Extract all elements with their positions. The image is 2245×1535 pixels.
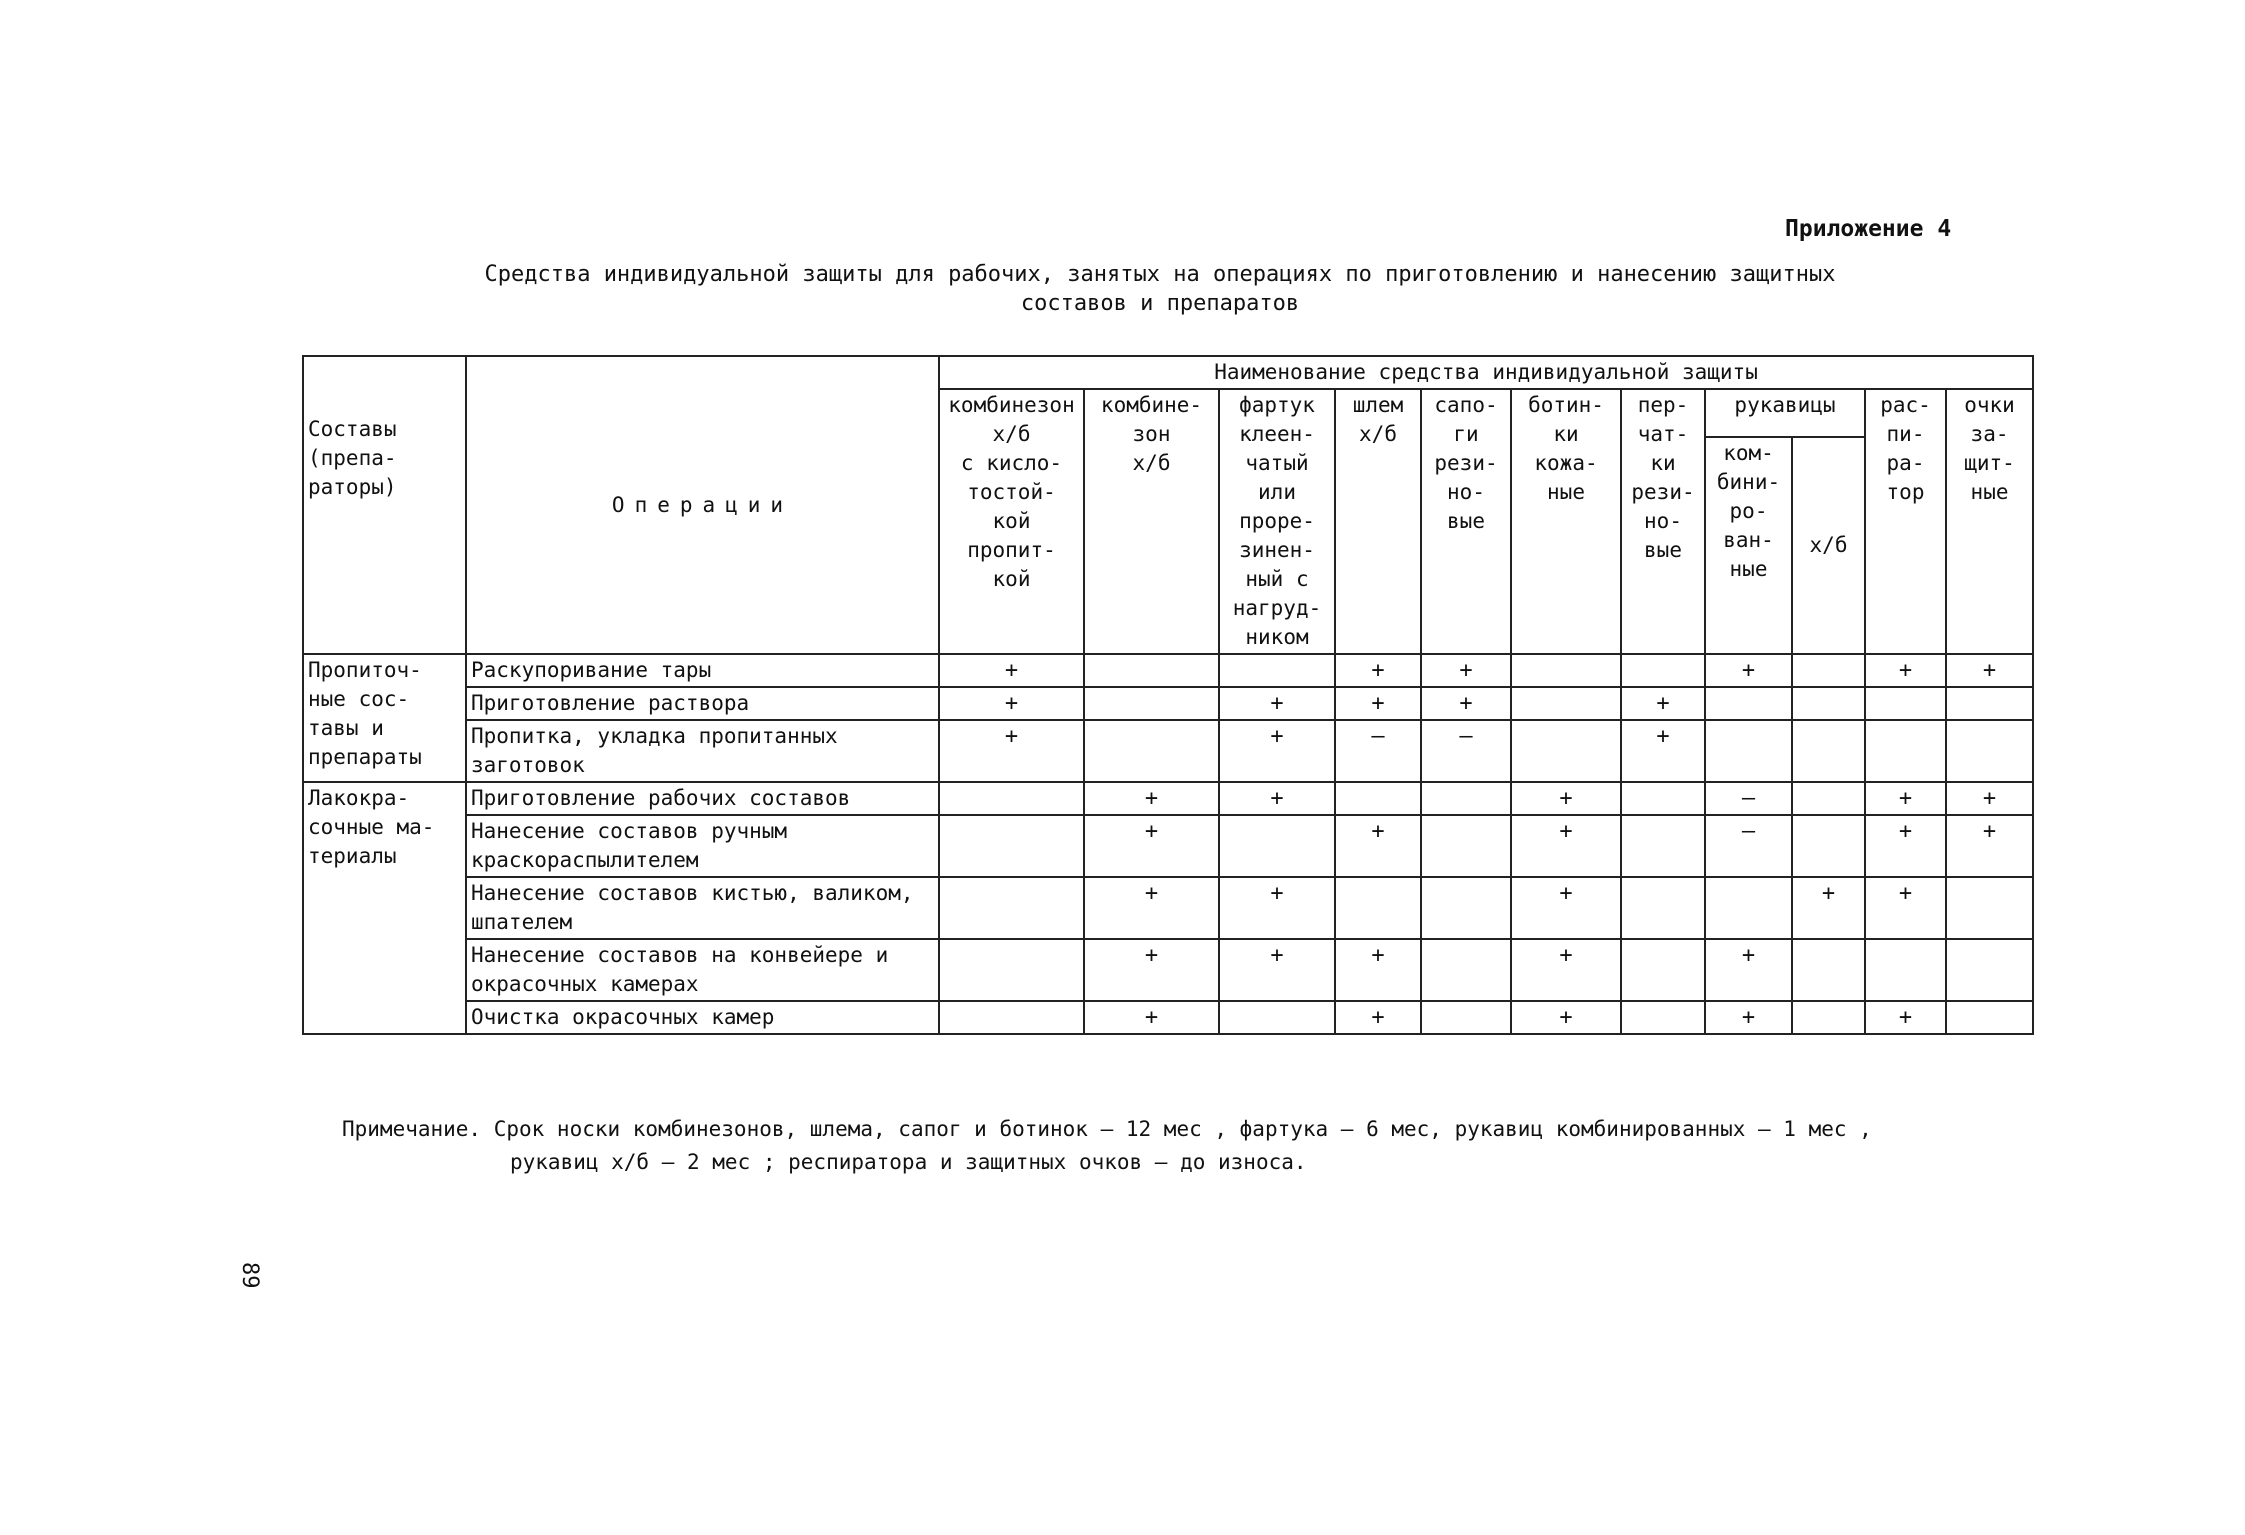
mark-cell (1792, 720, 1865, 782)
mark-cell (1621, 939, 1705, 1001)
mark-cell (1865, 687, 1946, 720)
operation-cell: Нанесение составов кистью, валиком, шпателем (466, 877, 939, 939)
mark-cell (1621, 782, 1705, 815)
mark-cell: – (1421, 720, 1511, 782)
mark-cell: + (1511, 1001, 1621, 1034)
table-row (303, 654, 2033, 687)
mark-cell: + (1084, 939, 1219, 1001)
title-line-1: Средства индивидуальной защиты для рабочих, занятых на операциях по приготовлению и нанесению защитных (484, 262, 1836, 287)
operation-cell: Нанесение составов ручным краскораспылителем (466, 815, 939, 877)
header-operations: Операции (466, 356, 939, 654)
mark-cell (939, 815, 1084, 877)
mark-cell (1084, 720, 1219, 782)
mark-cell (1511, 687, 1621, 720)
mark-cell (1421, 1001, 1511, 1034)
table-row (303, 687, 2033, 720)
mark-cell (1792, 782, 1865, 815)
mark-cell (1792, 687, 1865, 720)
header-gloves-group: рукавицы (1705, 389, 1865, 437)
mark-cell (1946, 720, 2033, 782)
mark-cell: + (939, 654, 1084, 687)
mark-cell (1792, 654, 1865, 687)
mark-cell: + (1621, 687, 1705, 720)
mark-cell (1946, 877, 2033, 939)
mark-cell: + (1219, 877, 1335, 939)
note-line-2: рукавиц х/б – 2 мес ; респиратора и защитных очков – до износа. (510, 1150, 1307, 1174)
mark-cell (1219, 654, 1335, 687)
title-line-2: составов и препаратов (1020, 291, 1300, 316)
mark-cell: + (1705, 654, 1792, 687)
mark-cell: – (1705, 782, 1792, 815)
header-col-helmet: шлем х/б (1335, 389, 1421, 654)
mark-cell (1084, 654, 1219, 687)
table-row (303, 939, 2033, 1001)
mark-cell: – (1705, 815, 1792, 877)
mark-cell: + (939, 720, 1084, 782)
mark-cell: + (1511, 782, 1621, 815)
mark-cell: + (1865, 1001, 1946, 1034)
header-col-rubber-boots: сапо- ги рези- но- вые (1421, 389, 1511, 654)
mark-cell (1219, 815, 1335, 877)
mark-cell: + (1946, 815, 2033, 877)
group-name-paints: Лакокра- сочные ма- териалы (303, 782, 466, 1034)
table-row (303, 782, 2033, 815)
mark-cell (1219, 1001, 1335, 1034)
mark-cell: + (1219, 687, 1335, 720)
mark-cell: + (939, 687, 1084, 720)
mark-cell (939, 877, 1084, 939)
table-title (440, 260, 1880, 318)
mark-cell (1511, 720, 1621, 782)
mark-cell (939, 782, 1084, 815)
mark-cell (1621, 654, 1705, 687)
mark-cell (1705, 720, 1792, 782)
mark-cell: + (1511, 877, 1621, 939)
mark-cell: + (1084, 1001, 1219, 1034)
header-col-respirator: рас- пи- ра- тор (1865, 389, 1946, 654)
operation-cell: Раскупоривание тары (466, 654, 939, 687)
table-row (303, 720, 2033, 782)
header-col-mittens-cotton: х/б (1792, 437, 1865, 654)
mark-cell (939, 939, 1084, 1001)
mark-cell (1705, 877, 1792, 939)
table-row (303, 1001, 2033, 1034)
mark-cell (1621, 1001, 1705, 1034)
mark-cell (1946, 1001, 2033, 1034)
mark-cell (1421, 877, 1511, 939)
mark-cell (1705, 687, 1792, 720)
mark-cell (1792, 815, 1865, 877)
mark-cell (1865, 720, 1946, 782)
mark-cell: + (1335, 654, 1421, 687)
table-row (303, 877, 2033, 939)
operation-cell: Пропитка, укладка пропитанных заготовок (466, 720, 939, 782)
mark-cell (1792, 939, 1865, 1001)
mark-cell: + (1511, 939, 1621, 1001)
mark-cell: + (1335, 1001, 1421, 1034)
mark-cell (1335, 877, 1421, 939)
mark-cell: + (1705, 939, 1792, 1001)
header-col-leather-shoes: ботин- ки кожа- ные (1511, 389, 1621, 654)
mark-cell: + (1084, 877, 1219, 939)
header-col-mittens-combined: ком- бини- ро- ван- ные (1705, 437, 1792, 654)
operation-cell: Приготовление раствора (466, 687, 939, 720)
header-ppe-group: Наименование средства индивидуальной защиты (939, 356, 2033, 389)
mark-cell (1335, 782, 1421, 815)
mark-cell: + (1084, 782, 1219, 815)
mark-cell (1621, 815, 1705, 877)
operation-cell: Приготовление рабочих составов (466, 782, 939, 815)
note-line-1: Примечание. Срок носки комбинезонов, шлема, сапог и ботинок – 12 мес , фартука – 6 мес, рукавиц комбинированных – 1 мес , (342, 1117, 1872, 1141)
mark-cell: + (1219, 939, 1335, 1001)
mark-cell: + (1865, 877, 1946, 939)
mark-cell (1421, 939, 1511, 1001)
appendix-label: Приложение 4 (1785, 216, 1952, 242)
mark-cell: + (1705, 1001, 1792, 1034)
mark-cell: + (1792, 877, 1865, 939)
mark-cell: + (1219, 720, 1335, 782)
ppe-table (302, 355, 2034, 1035)
page-number: 89 (237, 1262, 262, 1289)
mark-cell (1511, 654, 1621, 687)
mark-cell (1084, 687, 1219, 720)
table-note (342, 1113, 1872, 1179)
mark-cell: + (1621, 720, 1705, 782)
mark-cell (939, 1001, 1084, 1034)
mark-cell (1946, 687, 2033, 720)
mark-cell: + (1946, 654, 2033, 687)
mark-cell: + (1219, 782, 1335, 815)
operation-cell: Нанесение составов на конвейере и окрасочных камерах (466, 939, 939, 1001)
mark-cell: + (1865, 815, 1946, 877)
mark-cell: + (1511, 815, 1621, 877)
mark-cell: + (1865, 782, 1946, 815)
mark-cell (1946, 939, 2033, 1001)
header-col-apron: фартук клеен- чатый или проре- зинен- ный с нагруд- ником (1219, 389, 1335, 654)
mark-cell: – (1335, 720, 1421, 782)
mark-cell (1621, 877, 1705, 939)
table-row (303, 815, 2033, 877)
group-name-impregnating: Пропиточ- ные сос- тавы и препараты (303, 654, 466, 782)
header-col-coverall-cotton: комбине- зон х/б (1084, 389, 1219, 654)
header-compositions: Составы (препа- раторы) (303, 356, 466, 654)
mark-cell: + (1946, 782, 2033, 815)
mark-cell: + (1335, 687, 1421, 720)
header-col-goggles: очки за- щит- ные (1946, 389, 2033, 654)
mark-cell: + (1865, 654, 1946, 687)
mark-cell: + (1421, 687, 1511, 720)
mark-cell (1865, 939, 1946, 1001)
mark-cell (1421, 782, 1511, 815)
mark-cell: + (1335, 939, 1421, 1001)
mark-cell (1421, 815, 1511, 877)
mark-cell: + (1335, 815, 1421, 877)
mark-cell: + (1421, 654, 1511, 687)
mark-cell (1792, 1001, 1865, 1034)
mark-cell: + (1084, 815, 1219, 877)
operation-cell: Очистка окрасочных камер (466, 1001, 939, 1034)
header-col-coverall-acid: комбинезон х/б с кисло- тостой- кой пропит- кой (939, 389, 1084, 654)
header-col-rubber-gloves: пер- чат- ки рези- но- вые (1621, 389, 1705, 654)
